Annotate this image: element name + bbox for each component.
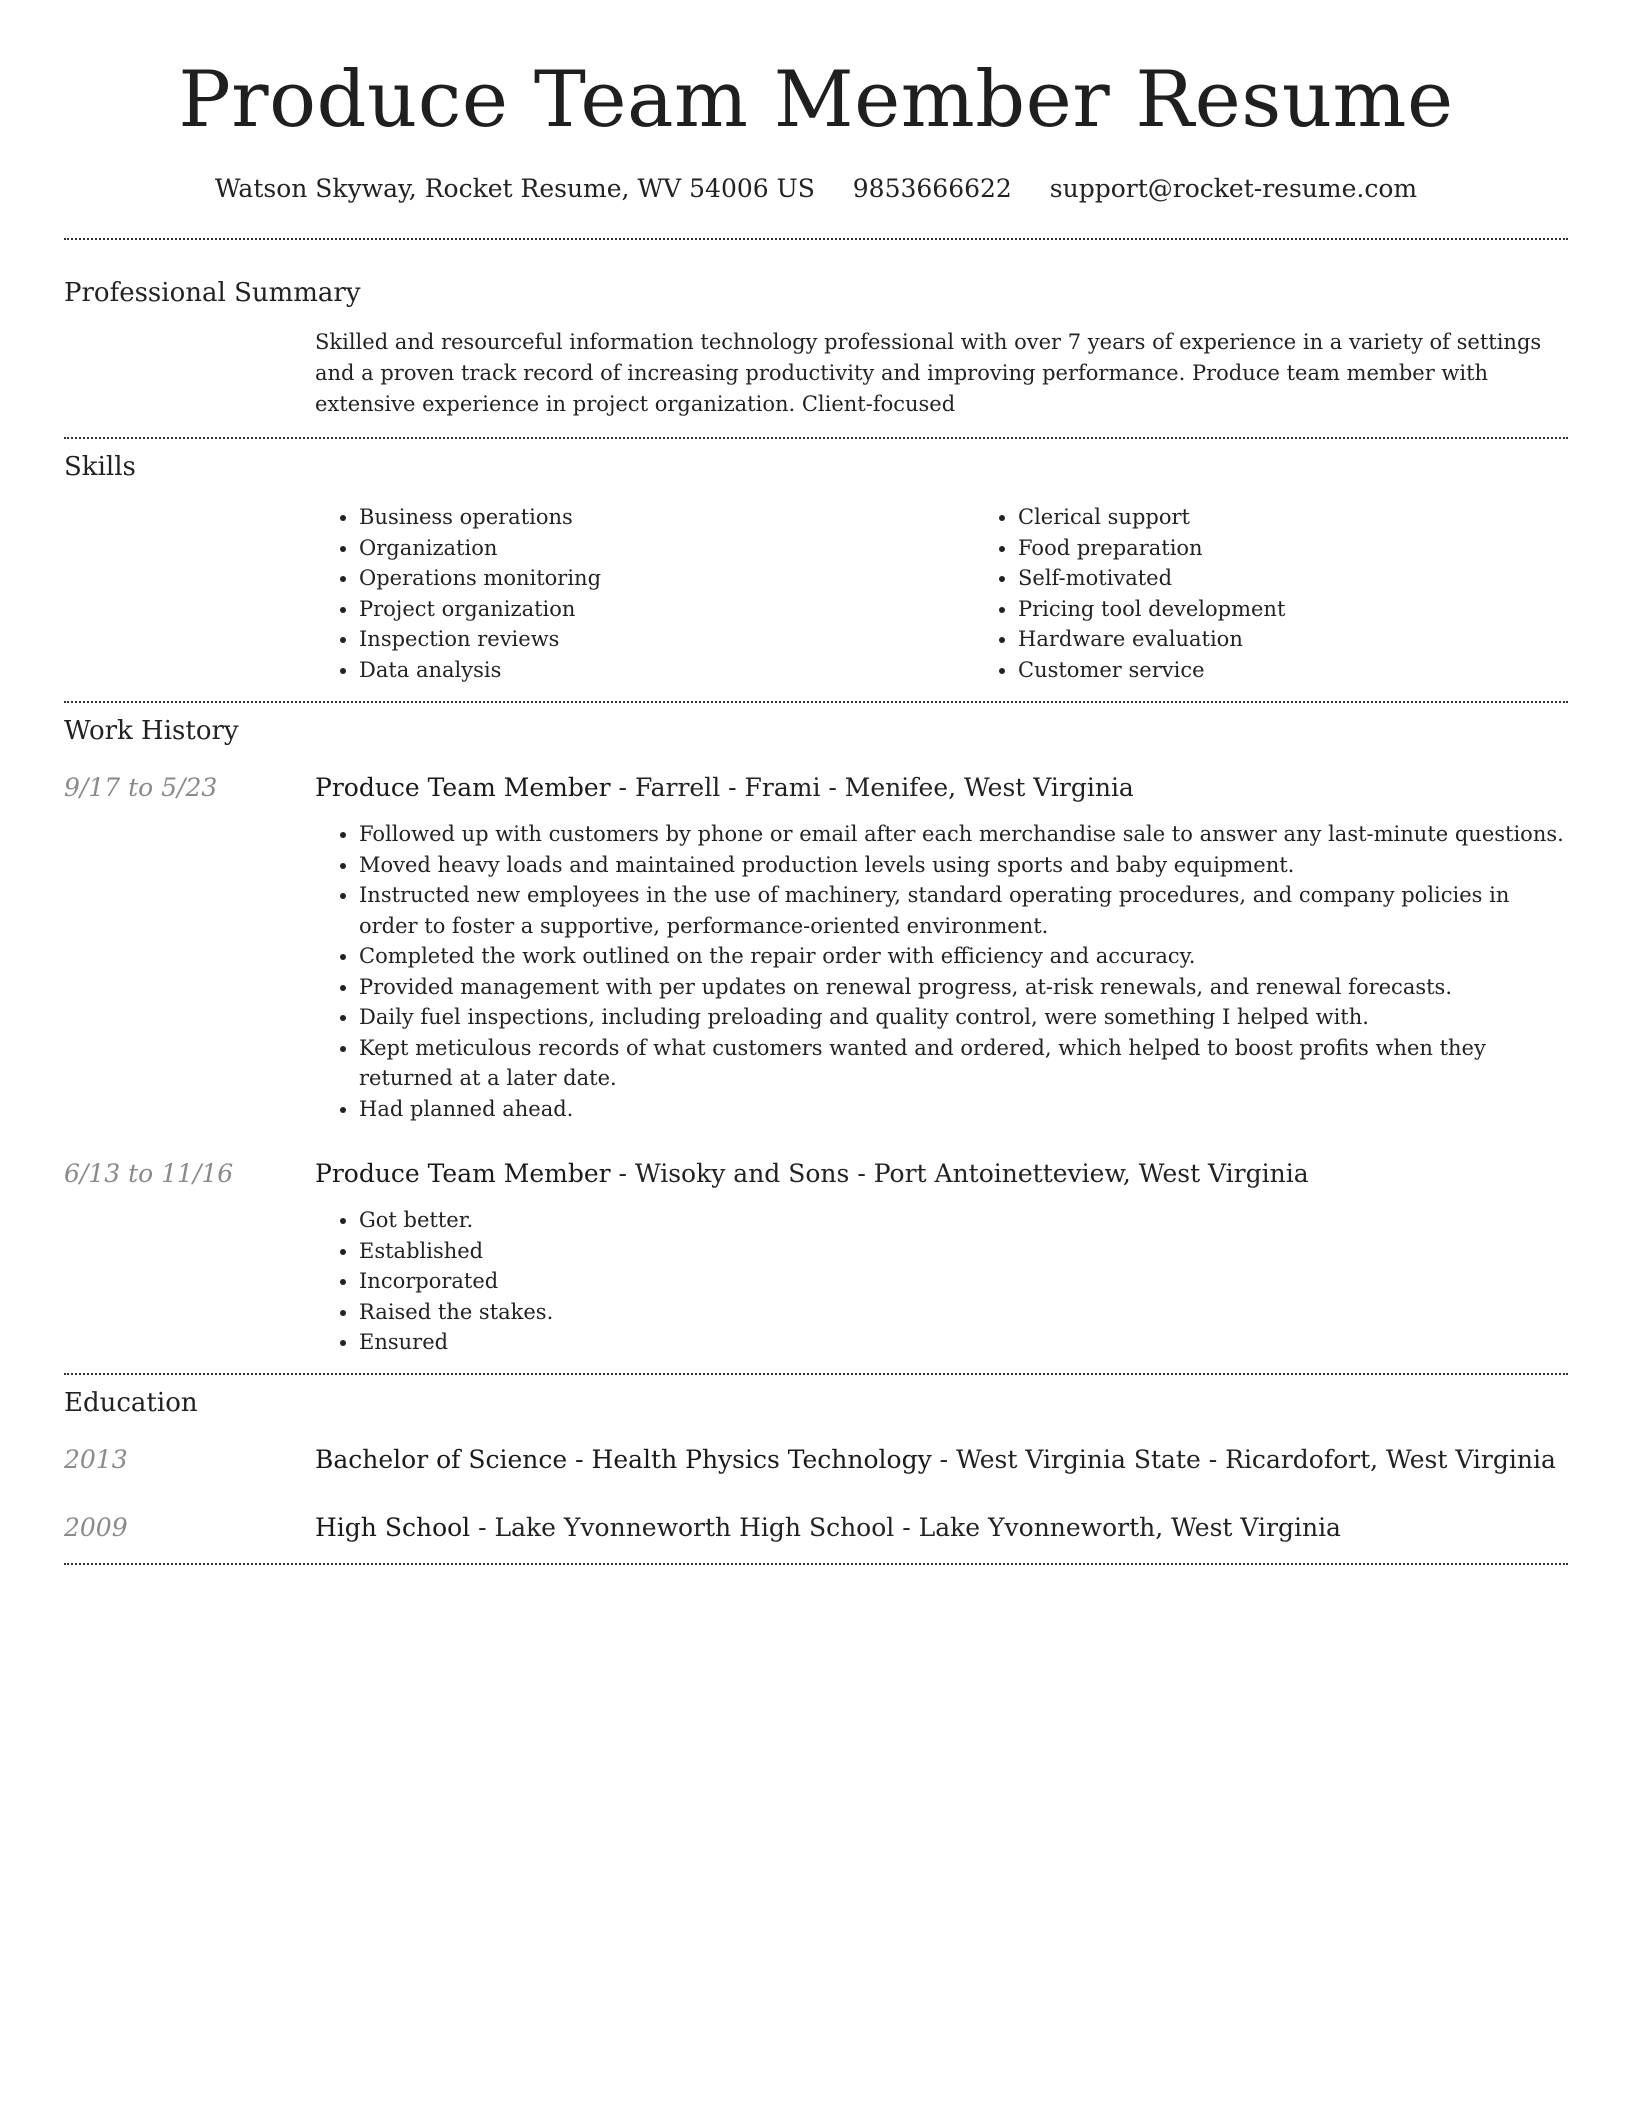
- job-entry: [64, 1157, 1568, 1358]
- skills-list-right: [974, 502, 1632, 685]
- skill-item: • Customer service: [1018, 655, 1632, 686]
- job-employer: - Wisoky and Sons - Port Antoinetteview, West Virginia: [610, 1159, 1309, 1188]
- job-dates: 9/17 to 5/23: [64, 773, 218, 802]
- education-school: - Lake Yvonneworth High School - Lake Yvonneworth, West Virginia: [470, 1512, 1341, 1542]
- education-year: 2013: [64, 1444, 128, 1474]
- job-bullet: • Moved heavy loads and maintained production levels using sports and baby equipment.: [359, 850, 1568, 881]
- job-bullet: • Followed up with customers by phone or email after each merchandise sale to answer any last-minute questions.: [359, 819, 1568, 850]
- job-bullet: • Kept meticulous records of what customers wanted and ordered, which helped to boost profits when they returned at a later date.: [359, 1033, 1568, 1094]
- resume-page: [64, 0, 1568, 1565]
- skill-item: • Pricing tool development: [1018, 594, 1632, 625]
- education-heading: Education: [64, 1387, 198, 1418]
- job-bullet: • Daily fuel inspections, including preloading and quality control, were something I helped with.: [359, 1002, 1568, 1033]
- education-school: - West Virginia State - Ricardofort, West Virginia: [931, 1444, 1556, 1474]
- skill-item: • Self-motivated: [1018, 563, 1632, 594]
- skill-item: • Organization: [359, 533, 974, 564]
- divider: [64, 1563, 1568, 1565]
- work-heading: Work History: [64, 716, 239, 746]
- skills-list-left: [315, 502, 974, 685]
- job-entry: [64, 771, 1568, 1124]
- job-dates: 6/13 to 11/16: [64, 1159, 234, 1188]
- job-bullet: • Incorporated: [359, 1266, 1568, 1297]
- education-section: [64, 1375, 1568, 1545]
- job-bullet: • Raised the stakes.: [359, 1297, 1568, 1328]
- job-title: Produce Team Member: [315, 1159, 611, 1188]
- job-bullet: • Provided management with per updates on renewal progress, at-risk renewals, and renewal forecasts.: [359, 972, 1568, 1003]
- education-degree: Bachelor of Science - Health Physics Technology: [315, 1444, 932, 1474]
- skill-item: • Project organization: [359, 594, 974, 625]
- job-employer: - Farrell - Frami - Menifee, West Virginia: [610, 773, 1134, 802]
- contact-address: Watson Skyway, Rocket Resume, WV 54006 US: [214, 174, 815, 203]
- job-bullet: • Established: [359, 1236, 1568, 1267]
- skill-item: • Inspection reviews: [359, 624, 974, 655]
- contact-email[interactable]: support@rocket-resume.com: [1049, 174, 1418, 203]
- skill-item: • Data analysis: [359, 655, 974, 686]
- education-degree: High School: [315, 1512, 471, 1542]
- contact-phone: 9853666622: [852, 174, 1012, 203]
- summary-section: [64, 240, 1568, 420]
- skill-item: • Business operations: [359, 502, 974, 533]
- skill-item: • Hardware evaluation: [1018, 624, 1632, 655]
- job-title: Produce Team Member: [315, 773, 611, 802]
- resume-title: Produce Team Member Resume: [178, 55, 1454, 145]
- work-section: [64, 703, 1568, 1358]
- summary-text: Skilled and resourceful information technology professional with over 7 years of experience in a variety of settings and a proven track record of increasing productivity and improving performance. Produce team member with extensive experience in project organization. Client-focused: [315, 330, 1542, 416]
- education-entry: [64, 1443, 1568, 1477]
- education-year: 2009: [64, 1512, 128, 1542]
- skills-section: [64, 439, 1568, 685]
- job-bullets: [315, 819, 1568, 1124]
- job-bullet: • Completed the work outlined on the repair order with efficiency and accuracy.: [359, 941, 1568, 972]
- skill-item: • Clerical support: [1018, 502, 1632, 533]
- skill-item: • Operations monitoring: [359, 563, 974, 594]
- job-bullet: • Had planned ahead.: [359, 1094, 1568, 1125]
- job-bullets: [315, 1205, 1568, 1358]
- skills-heading: Skills: [64, 452, 136, 482]
- job-heading: [315, 1157, 1568, 1191]
- job-heading: [315, 771, 1568, 805]
- contact-line: [64, 172, 1568, 206]
- job-bullet: • Ensured: [359, 1327, 1568, 1358]
- education-entry: [64, 1511, 1568, 1545]
- job-bullet: • Instructed new employees in the use of machinery, standard operating procedures, and company policies in order to foster a supportive, performance-oriented environment.: [359, 880, 1568, 941]
- job-bullet: • Got better.: [359, 1205, 1568, 1236]
- summary-heading: Professional Summary: [64, 278, 361, 308]
- skill-item: • Food preparation: [1018, 533, 1632, 564]
